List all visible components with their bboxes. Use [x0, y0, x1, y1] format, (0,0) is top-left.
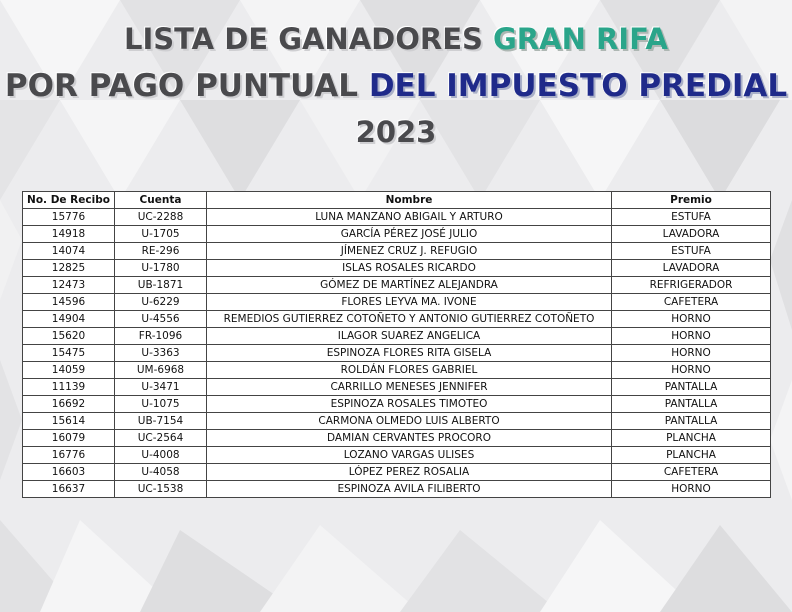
column-header-nombre: Nombre — [207, 192, 612, 209]
cell-premio: PLANCHA — [612, 430, 771, 447]
cell-recibo: 15475 — [23, 345, 115, 362]
cell-nombre: ESPINOZA AVILA FILIBERTO — [207, 481, 612, 498]
cell-cuenta: U-1075 — [115, 396, 207, 413]
table-row — [23, 379, 771, 396]
cell-recibo: 16603 — [23, 464, 115, 481]
table-row — [23, 413, 771, 430]
cell-premio: HORNO — [612, 311, 771, 328]
cell-premio: REFRIGERADOR — [612, 277, 771, 294]
cell-premio: PANTALLA — [612, 413, 771, 430]
cell-premio: PANTALLA — [612, 396, 771, 413]
cell-nombre: REMEDIOS GUTIERREZ COTOÑETO Y ANTONIO GUTIERREZ COTOÑETO — [207, 311, 612, 328]
cell-cuenta: RE-296 — [115, 243, 207, 260]
winners-table — [22, 191, 771, 498]
cell-cuenta: UC-2564 — [115, 430, 207, 447]
cell-recibo: 15614 — [23, 413, 115, 430]
cell-premio: HORNO — [612, 345, 771, 362]
column-header-premio: Premio — [612, 192, 771, 209]
cell-nombre: LÓPEZ PEREZ ROSALIA — [207, 464, 612, 481]
title-year-text: 2023 — [355, 115, 437, 149]
cell-recibo: 12473 — [23, 277, 115, 294]
table-row — [23, 277, 771, 294]
table-row — [23, 209, 771, 226]
cell-cuenta: UB-1871 — [115, 277, 207, 294]
cell-recibo: 14596 — [23, 294, 115, 311]
cell-recibo: 14074 — [23, 243, 115, 260]
cell-recibo: 14918 — [23, 226, 115, 243]
cell-nombre: CARRILLO MENESES JENNIFER — [207, 379, 612, 396]
cell-nombre: ROLDÁN FLORES GABRIEL — [207, 362, 612, 379]
title-pago-puntual: POR PAGO PUNTUAL — [4, 68, 369, 104]
title-impuesto-predial: DEL IMPUESTO PREDIAL — [368, 68, 788, 104]
cell-nombre: ESPINOZA FLORES RITA GISELA — [207, 345, 612, 362]
cell-cuenta: U-4058 — [115, 464, 207, 481]
title-line-1 — [0, 22, 792, 56]
cell-nombre: LOZANO VARGAS ULISES — [207, 447, 612, 464]
cell-recibo: 16776 — [23, 447, 115, 464]
table-row — [23, 464, 771, 481]
cell-recibo: 11139 — [23, 379, 115, 396]
table-row — [23, 260, 771, 277]
cell-premio: CAFETERA — [612, 294, 771, 311]
cell-cuenta: UB-7154 — [115, 413, 207, 430]
cell-recibo: 12825 — [23, 260, 115, 277]
cell-cuenta: U-6229 — [115, 294, 207, 311]
cell-premio: HORNO — [612, 481, 771, 498]
title-winners-list: LISTA DE GANADORES — [123, 22, 493, 56]
table-row — [23, 447, 771, 464]
cell-premio: LAVADORA — [612, 260, 771, 277]
table-row — [23, 226, 771, 243]
cell-cuenta: U-3363 — [115, 345, 207, 362]
cell-nombre: ISLAS ROSALES RICARDO — [207, 260, 612, 277]
table-row — [23, 243, 771, 260]
table-header-row — [23, 192, 771, 209]
cell-nombre: FLORES LEYVA MA. IVONE — [207, 294, 612, 311]
cell-recibo: 14059 — [23, 362, 115, 379]
table-row — [23, 311, 771, 328]
cell-cuenta: UC-2288 — [115, 209, 207, 226]
cell-recibo: 16637 — [23, 481, 115, 498]
table-row — [23, 396, 771, 413]
cell-cuenta: U-3471 — [115, 379, 207, 396]
cell-nombre: CARMONA OLMEDO LUIS ALBERTO — [207, 413, 612, 430]
cell-premio: ESTUFA — [612, 209, 771, 226]
cell-premio: ESTUFA — [612, 243, 771, 260]
table-row — [23, 345, 771, 362]
cell-cuenta: U-1705 — [115, 226, 207, 243]
cell-premio: LAVADORA — [612, 226, 771, 243]
cell-premio: PANTALLA — [612, 379, 771, 396]
cell-cuenta: U-4008 — [115, 447, 207, 464]
table-row — [23, 481, 771, 498]
cell-nombre: ILAGOR SUAREZ ANGELICA — [207, 328, 612, 345]
title-gran-rifa: GRAN RIFA — [493, 22, 668, 56]
cell-recibo: 15620 — [23, 328, 115, 345]
cell-cuenta: FR-1096 — [115, 328, 207, 345]
cell-premio: CAFETERA — [612, 464, 771, 481]
cell-nombre: LUNA MANZANO ABIGAIL Y ARTURO — [207, 209, 612, 226]
title-line-2 — [0, 68, 792, 104]
cell-cuenta: UM-6968 — [115, 362, 207, 379]
cell-premio: HORNO — [612, 362, 771, 379]
table-row — [23, 294, 771, 311]
winners-table-container — [22, 191, 770, 498]
column-header-cuenta: Cuenta — [115, 192, 207, 209]
cell-recibo: 14904 — [23, 311, 115, 328]
column-header-recibo: No. De Recibo — [23, 192, 115, 209]
table-row — [23, 430, 771, 447]
cell-nombre: DAMIAN CERVANTES PROCORO — [207, 430, 612, 447]
cell-nombre: GARCÍA PÉREZ JOSÉ JULIO — [207, 226, 612, 243]
table-row — [23, 362, 771, 379]
cell-recibo: 15776 — [23, 209, 115, 226]
cell-nombre: JÍMENEZ CRUZ J. REFUGIO — [207, 243, 612, 260]
cell-recibo: 16079 — [23, 430, 115, 447]
cell-cuenta: UC-1538 — [115, 481, 207, 498]
cell-cuenta: U-1780 — [115, 260, 207, 277]
cell-cuenta: U-4556 — [115, 311, 207, 328]
title-year — [0, 115, 792, 149]
cell-premio: PLANCHA — [612, 447, 771, 464]
table-row — [23, 328, 771, 345]
cell-recibo: 16692 — [23, 396, 115, 413]
cell-premio: HORNO — [612, 328, 771, 345]
cell-nombre: GÓMEZ DE MARTÍNEZ ALEJANDRA — [207, 277, 612, 294]
cell-nombre: ESPINOZA ROSALES TIMOTEO — [207, 396, 612, 413]
